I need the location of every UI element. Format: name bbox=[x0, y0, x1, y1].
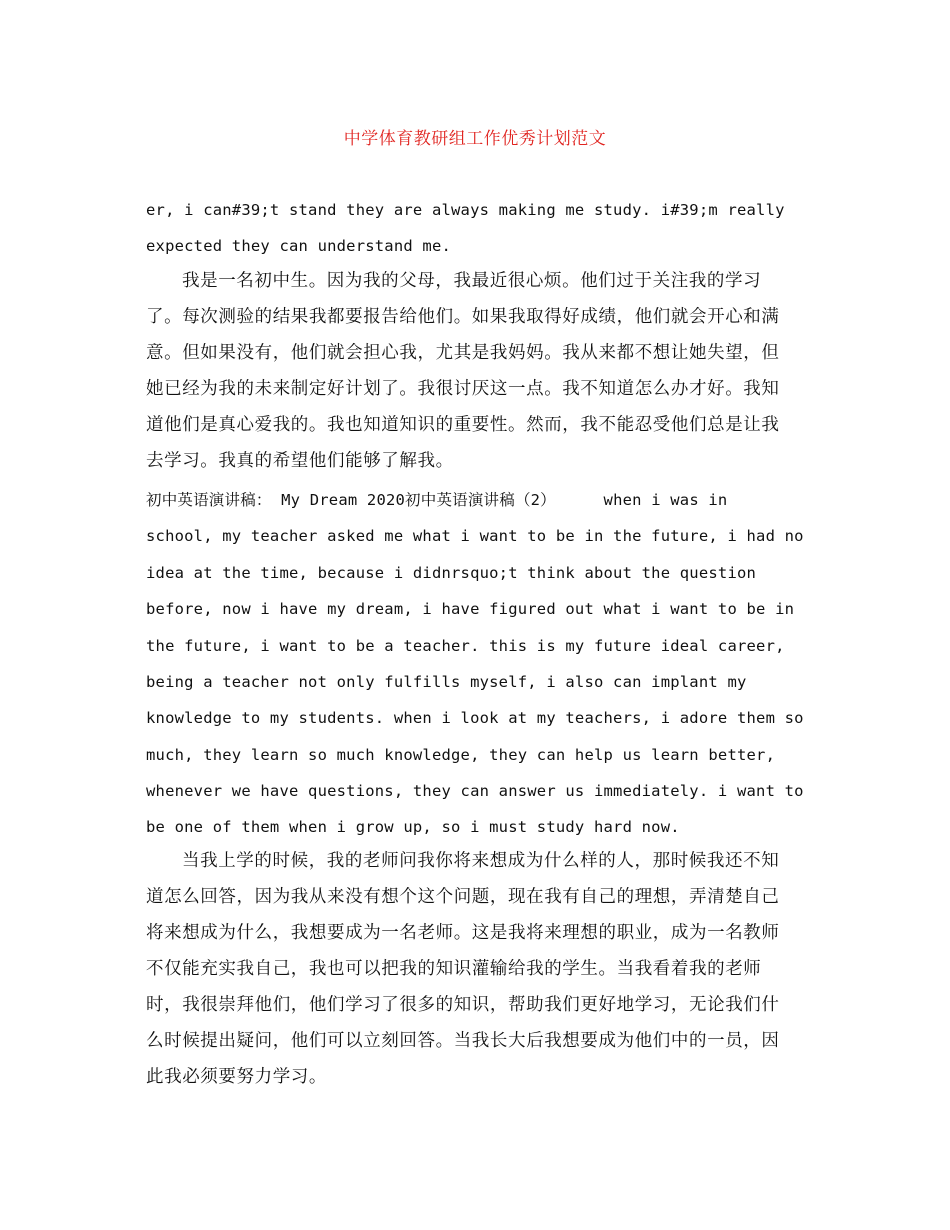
body-line: 道他们是真心爱我的。我也知道知识的重要性。然而，我不能忍受他们总是让我 bbox=[146, 415, 780, 435]
body-line: being a teacher not only fulfills myself, i also can implant my bbox=[146, 673, 747, 691]
body-line: 我是一名初中生。因为我的父母，我最近很心烦。他们过于关注我的学习 bbox=[182, 271, 762, 291]
body-line: 当我上学的时候，我的老师问我你将来想成为什么样的人，那时候我还不知 bbox=[182, 851, 780, 871]
body-line: school, my teacher asked me what i want to be in the future, i had no bbox=[146, 527, 804, 545]
speech-heading-line: 初中英语演讲稿： My Dream 2020初中英语演讲稿（2） when i was in bbox=[146, 491, 728, 509]
body-line: whenever we have questions, they can answer us immediately. i want to bbox=[146, 782, 804, 800]
body-line: much, they learn so much knowledge, they can help us learn better, bbox=[146, 746, 776, 764]
body-line: 将来想成为什么，我想要成为一名老师。这是我将来理想的职业，成为一名教师 bbox=[146, 923, 780, 943]
body-line: the future, i want to be a teacher. this is my future ideal career, bbox=[146, 637, 785, 655]
body-line: 她已经为我的未来制定好计划了。我很讨厌这一点。我不知道怎么办才好。我知 bbox=[146, 379, 780, 399]
body-line: 去学习。我真的希望他们能够了解我。 bbox=[146, 451, 454, 471]
body-line: 时，我很崇拜他们，他们学习了很多的知识，帮助我们更好地学习，无论我们什 bbox=[146, 995, 780, 1015]
body-line: knowledge to my students. when i look at my teachers, i adore them so bbox=[146, 709, 804, 727]
body-line: 意。但如果没有，他们就会担心我，尤其是我妈妈。我从来都不想让她失望，但 bbox=[146, 343, 780, 363]
body-line: be one of them when i grow up, so i must study hard now. bbox=[146, 818, 680, 836]
body-line: 道怎么回答，因为我从来没有想个这个问题，现在我有自己的理想，弄清楚自己 bbox=[146, 887, 780, 907]
body-line: expected they can understand me. bbox=[146, 237, 452, 255]
body-line: before, now i have my dream, i have figured out what i want to be in bbox=[146, 600, 795, 618]
body-line: er, i can#39;t stand they are always making me study. i#39;m really bbox=[146, 201, 785, 219]
body-line: 不仅能充实我自己，我也可以把我的知识灌输给我的学生。当我看着我的老师 bbox=[146, 959, 762, 979]
body-line: 此我必须要努力学习。 bbox=[146, 1067, 327, 1087]
document-title: 中学体育教研组工作优秀计划范文 bbox=[343, 129, 607, 149]
body-line: 了。每次测验的结果我都要报告给他们。如果我取得好成绩，他们就会开心和满 bbox=[146, 307, 780, 327]
body-line: idea at the time, because i didnrsquo;t think about the question bbox=[146, 564, 757, 582]
body-line: 么时候提出疑问，他们可以立刻回答。当我长大后我想要成为他们中的一员，因 bbox=[146, 1031, 780, 1051]
